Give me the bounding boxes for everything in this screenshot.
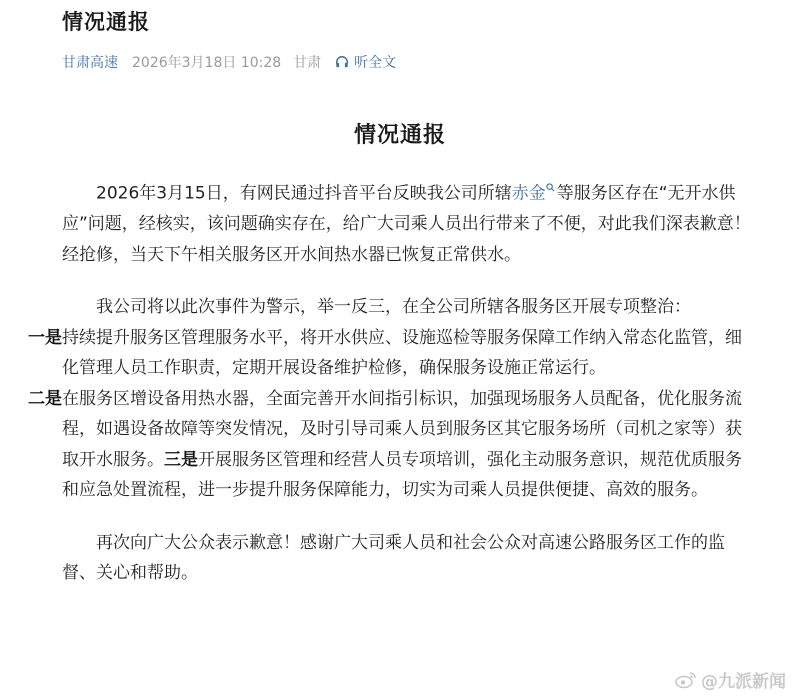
headphones-icon: [335, 55, 349, 69]
point-1-label: 一是: [28, 327, 62, 348]
page-title: 情况通报: [62, 10, 150, 34]
paragraph-1: [62, 174, 752, 270]
publish-date: 2026年3月18日 10:28: [132, 55, 282, 71]
listen-label: 听全文: [354, 55, 397, 71]
point-2-text: 在服务区增设备用热水器，全面完善开水间指引标识，加强现场服务人员配备，优化服务流程，如遇设备故障等突发情况，及时引导司乘人员到服务区其它服务场所（司机之家等）获取开水服务。: [62, 388, 742, 470]
point-2-label: 二是: [28, 388, 62, 409]
source-account-link[interactable]: 甘肃高速: [62, 55, 118, 71]
article-title: 情况通报: [353, 123, 446, 148]
publish-location: 甘肃: [293, 55, 322, 71]
p1-text-before: 2026年3月15日，有网民通过抖音平台反映我公司所辖: [96, 183, 512, 204]
watermark: [675, 667, 786, 692]
point-3-label: 三是: [164, 449, 198, 470]
article-meta: [62, 52, 396, 72]
weibo-logo-icon: [675, 671, 697, 689]
watermark-text: @九派新闻: [701, 672, 786, 692]
p2-intro: 我公司将以此次事件为警示，举一反三，在全公司所辖各服务区开展专项整治：: [96, 297, 691, 318]
point-3-text: 开展服务区管理和经营人员专项培训，强化主动服务意识，规范优质服务和应急处置流程，进一步提升服务保障能力，切实为司乘人员提供便捷、高效的服务。: [62, 449, 742, 501]
paragraph-3: 再次向广大公众表示歉意！感谢广大司乘人员和社会公众对高速公路服务区工作的监督、关心和帮助。: [62, 532, 725, 584]
keyword-link-chijin[interactable]: 赤金: [511, 183, 546, 204]
article-body: [28, 174, 752, 611]
point-1-text: 持续提升服务区管理服务水平，将开水供应、设施巡检等服务保障工作纳入常态化监管，细化管理人员工作职责，定期开展设备维护检修，确保服务设施正常运行。: [62, 327, 742, 379]
paragraph-2: [28, 292, 752, 506]
listen-full-text-button[interactable]: [335, 52, 396, 72]
p1-text-after: 等服务区存在“无开水供应”问题，经核实，该问题确实存在，给广大司乘人员出行带来了不便，对此我们深表歉意！经抢修，当天下午相关服务区开水间热水器已恢复正常供水。: [62, 183, 751, 265]
search-icon[interactable]: [546, 182, 555, 195]
